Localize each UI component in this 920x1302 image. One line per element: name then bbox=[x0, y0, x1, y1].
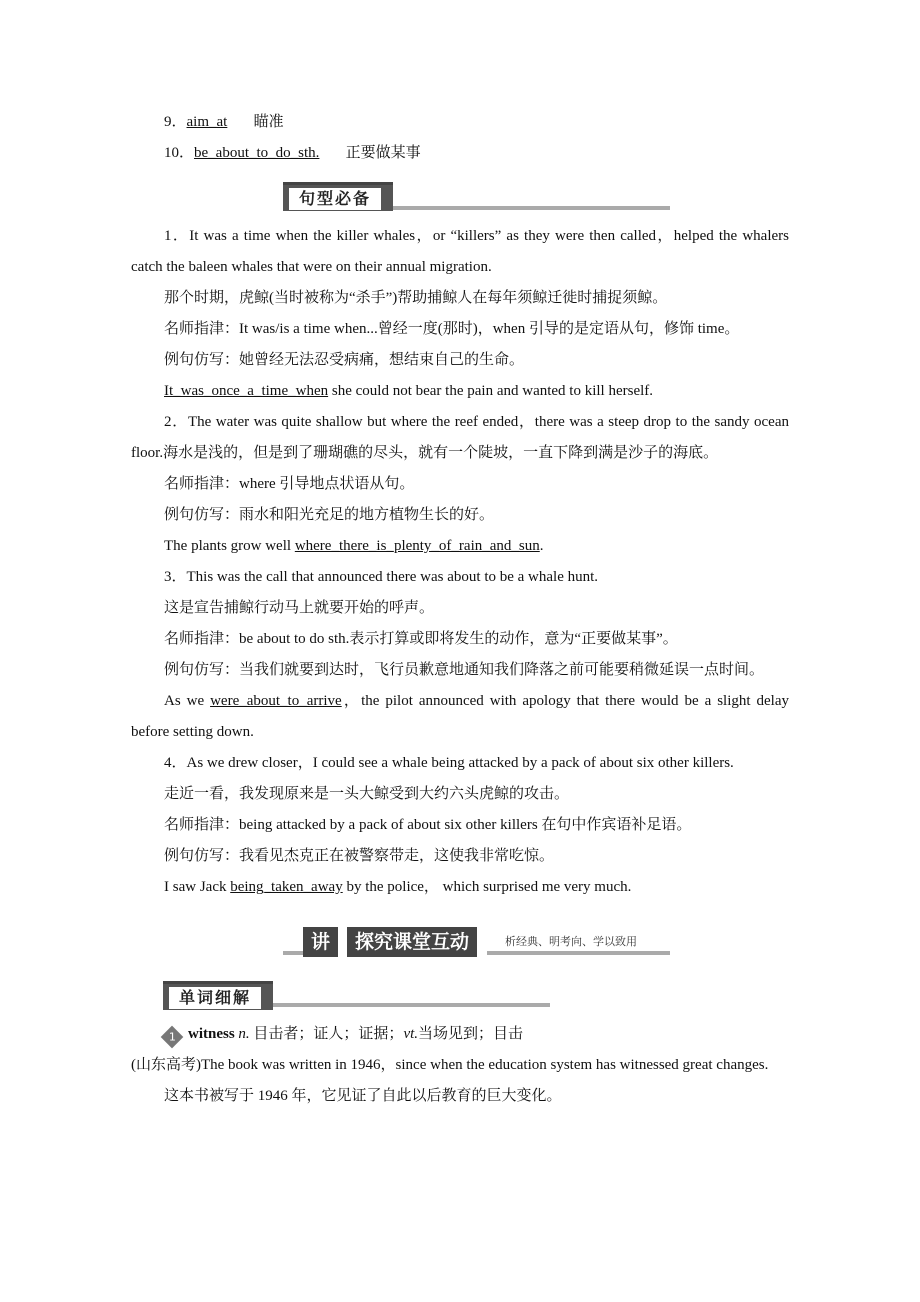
example-en: (山东高考)The book was written in 1946，since when the education system has witnessed great changes. bbox=[131, 1057, 769, 1073]
section-banner-classroom bbox=[283, 927, 670, 959]
sentence-zh: 走近一看，我发现原来是一头大鲸受到大约六头虎鲸的攻击。 bbox=[164, 786, 570, 802]
teacher-note: 名师指津：being attacked by a pack of about six other killers 在句中作宾语补足语。 bbox=[164, 817, 692, 833]
number-badge-icon: 1 bbox=[161, 1026, 184, 1049]
teacher-note: 名师指津：It was/is a time when...曾经一度(那时)，when 引导的是定语从句，修饰 time。 bbox=[164, 321, 740, 337]
banner-subtitle: 析经典、明考向、学以致用 bbox=[505, 935, 637, 948]
example-zh: 这本书被写于 1946 年，它见证了自此以后教育的巨大变化。 bbox=[164, 1088, 562, 1104]
imitation-answer: It_was_once_a_time_when she could not bear the pain and wanted to kill herself. bbox=[164, 383, 654, 399]
section-banner-word-detail bbox=[163, 981, 550, 1011]
section-title: 句型必备 bbox=[289, 188, 381, 210]
imitation-answer: The plants grow well where_there_is_plenty_of_rain_and_sun. bbox=[164, 538, 544, 554]
sentence-zh: 那个时期，虎鲸(当时被称为“杀手”)帮助捕鲸人在每年须鲸迁徙时捕捉须鲸。 bbox=[164, 290, 668, 306]
imitation-prompt: 例句仿写：当我们就要到达时，飞行员歉意地通知我们降落之前可能要稍微延误一点时间。 bbox=[164, 662, 765, 678]
imitation-answer: I saw Jack being_taken_away by the police， which surprised me very much. bbox=[164, 879, 632, 895]
section-title: 单词细解 bbox=[169, 987, 261, 1009]
sentence-en: 3．This was the call that announced there was about to be a whale hunt. bbox=[164, 569, 599, 585]
vocab-item: 10．be_about_to_do_sth. 正要做某事 bbox=[164, 145, 421, 161]
sentence-en: 4．As we drew closer，I could see a whale being attacked by a pack of about six other killers. bbox=[164, 755, 734, 771]
imitation-answer: As we were_about_to_arrive，the pilot announced with apology that there would be a slight delay before setting down. bbox=[131, 693, 789, 740]
vocab-item: 9．aim_at 瞄准 bbox=[164, 114, 284, 130]
imitation-prompt: 例句仿写：我看见杰克正在被警察带走，这使我非常吃惊。 bbox=[164, 848, 555, 864]
sentence-en: 2．The water was quite shallow but where the reef ended，there was a steep drop to the sandy ocean floor.海水是浅的，但是到了珊瑚礁的尽头，就有一个陡坡，一直下降到满是沙子的海底。 bbox=[131, 414, 789, 461]
word-entry: 1 witness n. 目击者；证人；证据；vt.当场见到；目击 bbox=[131, 1019, 789, 1050]
sentence-zh: 这是宣告捕鲸行动马上就要开始的呼声。 bbox=[164, 600, 435, 616]
teacher-note: 名师指津：be about to do sth.表示打算或即将发生的动作，意为“正要做某事”。 bbox=[164, 631, 678, 647]
banner-tag: 讲 bbox=[303, 927, 338, 957]
imitation-prompt: 例句仿写：她曾经无法忍受病痛，想结束自己的生命。 bbox=[164, 352, 525, 368]
section-banner-sentence-patterns bbox=[283, 182, 670, 212]
teacher-note: 名师指津：where 引导地点状语从句。 bbox=[164, 476, 415, 492]
banner-title: 探究课堂互动 bbox=[347, 927, 477, 957]
imitation-prompt: 例句仿写：雨水和阳光充足的地方植物生长的好。 bbox=[164, 507, 495, 523]
sentence-en: 1．It was a time when the killer whales，or “killers” as they were then called，helped the whalers catch the baleen whales that were on their annual migration. bbox=[131, 228, 789, 275]
